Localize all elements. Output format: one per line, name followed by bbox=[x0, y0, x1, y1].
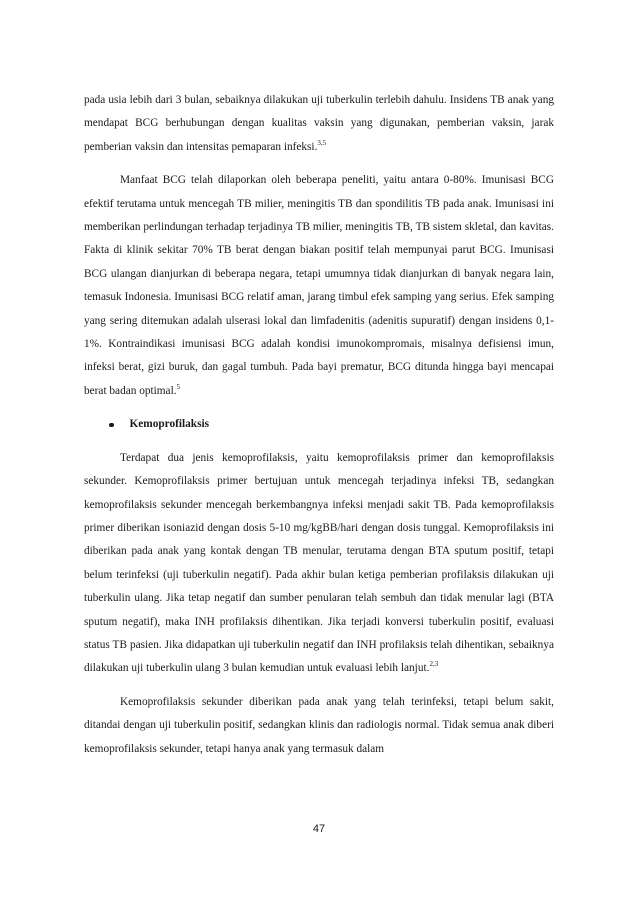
footnote-reference: 5 bbox=[176, 383, 181, 392]
paragraph-text: Kemoprofilaksis sekunder diberikan pada anak yang telah terinfeksi, tetapi belum sakit, ditandai dengan uji tuberkulin positif, sedangkan klinis dan radiologis normal. Tidak semua anak diberi kemoprofilaksis sekunder, tetapi hanya anak yang termasuk dalam bbox=[84, 695, 554, 755]
footnote-reference: 3,5 bbox=[317, 139, 327, 148]
paragraph-text: pada usia lebih dari 3 bulan, sebaiknya dilakukan uji tuberkulin terlebih dahulu. Insidens TB anak yang mendapat BCG berhubungan dengan kualitas vaksin yang digunakan, pemberian vaksin, jarak pemberian vaksin dan intensitas pemaparan infeksi. bbox=[84, 94, 554, 153]
paragraph-bcg-incidence bbox=[84, 89, 554, 159]
page-number: 47 bbox=[312, 823, 326, 835]
document-page bbox=[84, 89, 554, 761]
paragraph-text: Terdapat dua jenis kemoprofilaksis, yaitu kemoprofilaksis primer dan kemoprofilaksis sekunder. Kemoprofilaksis primer bertujuan untuk mencegah terjadinya infeksi TB, sedangkan kemoprofilaksis sekunder mencegah berkembangnya infeksi menjadi sakit TB. Pada kemoprofilaksis primer diberikan isoniazid dengan dosis 5-10 mg/kgBB/hari dengan dosis tunggal. Kemoprofilaksis ini diberikan pada anak yang kontak dengan TB menular, terutama dengan BTA sputum positif, tetapi belum terinfeksi (uji tuberkulin negatif). Pada akhir bulan ketiga pemberian profilaksis dilakukan uji tuberkulin ulang. Jika tetap negatif dan sumber penularan telah sembuh dan tidak menular lagi (BTA sputum negatif), maka INH profilaksis dihentikan. Jika terjadi konversi tuberkulin positif, evaluasi status TB pasien. Jika didapatkan uji tuberkulin negatif dan INH profilaksis telah dihentikan, sebaiknya dilakukan uji tuberkulin ulang 3 bulan kemudian untuk evaluasi lebih lanjut. bbox=[84, 451, 554, 675]
section-heading: Kemoprofilaksis bbox=[129, 418, 210, 431]
paragraph-kemoprofilaksis-sekunder bbox=[84, 691, 554, 761]
bullet-icon bbox=[109, 423, 114, 428]
paragraph-kemoprofilaksis-types bbox=[84, 447, 554, 681]
paragraph-text: Manfaat BCG telah dilaporkan oleh beberapa peneliti, yaitu antara 0-80%. Imunisasi BCG efektif terutama untuk mencegah TB milier, meningitis TB dan spondilitis TB pada anak. Imunisasi ini memberikan perlindungan terhadap terjadinya TB milier, meningitis TB, TB sistem skletal, dan kavitas. Fakta di klinik sekitar 70% TB berat dengan biakan positif telah mempunyai parut BCG. Imunisasi BCG ulangan dianjurkan di beberapa negara, tetapi umumnya tidak dianjurkan di banyak negara lain, temasuk Indonesia. Imunisasi BCG relatif aman, jarang timbul efek samping yang serius. Efek samping yang sering ditemukan adalah ulserasi lokal dan limfadenitis (adenitis supuratif) dengan insidens 0,1-1%. Kontraindikasi imunisasi BCG adalah kondisi imunokompromais, misalnya defisiensi imun, infeksi berat, gizi buruk, dan gagal tumbuh. Pada bayi prematur, BCG ditunda hingga bayi mencapai berat badan optimal. bbox=[84, 174, 554, 397]
paragraph-bcg-benefits bbox=[84, 169, 554, 403]
section-bullet-kemoprofilaksis bbox=[84, 413, 554, 436]
footnote-reference: 2,3 bbox=[429, 660, 439, 669]
